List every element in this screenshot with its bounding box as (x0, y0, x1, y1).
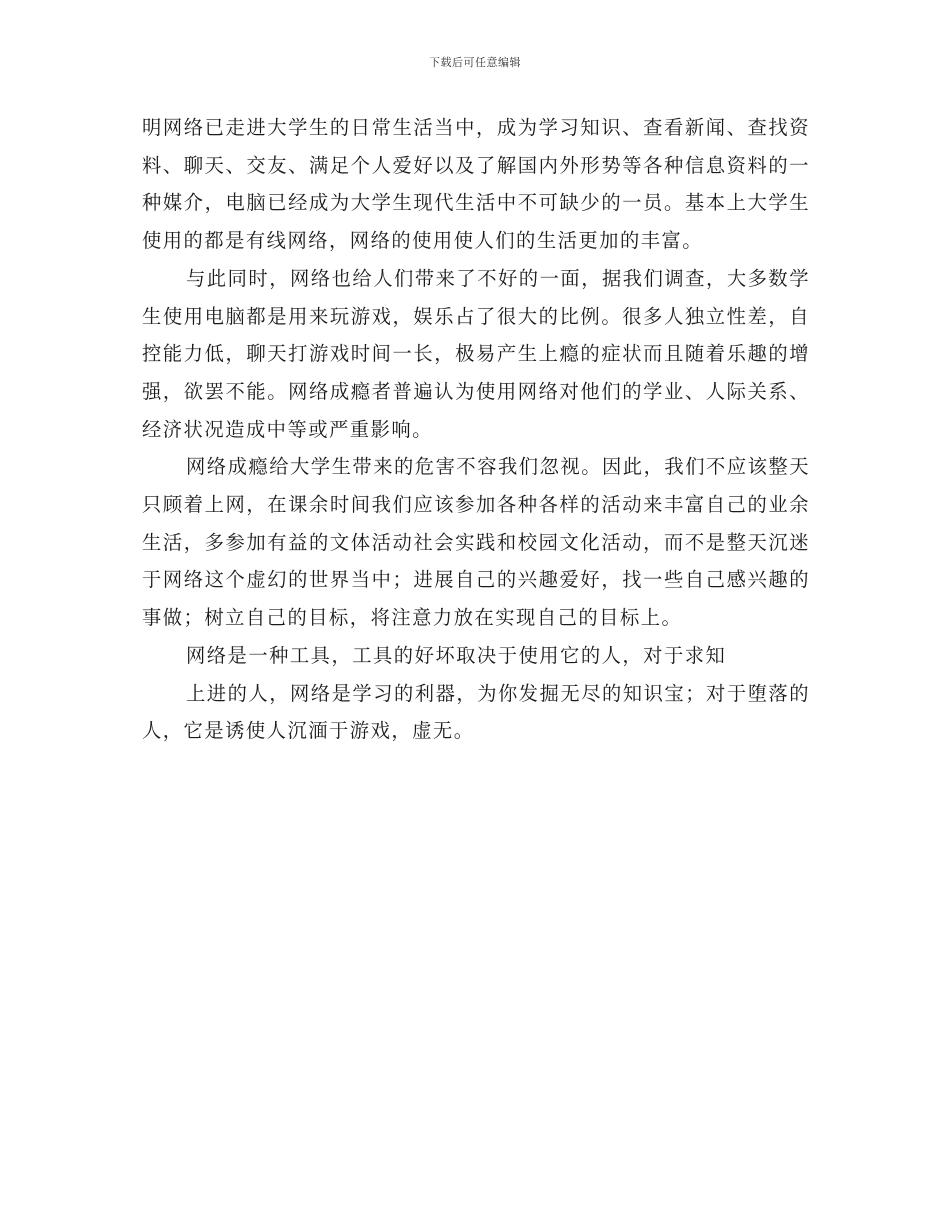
paragraph-continuation: 明网络已走进大学生的日常生活当中，成为学习知识、查看新闻、查找资料、聊天、交友、满足个人爱好以及了解国内外形势等各种信息资料的一种媒介，电脑已经成为大学生现代生活中不可缺少的一员。基本上大学生使用的都是有线网络，网络的使用使人们的生活更加的丰富。 (142, 116, 810, 253)
paragraph-network-tool: 网络是一种工具，工具的好坏取决于使用它的人，对于求知 (186, 643, 727, 667)
page-header: 下载后可任意编辑 (429, 56, 521, 69)
document-body (142, 109, 810, 750)
paragraph-network-downsides: 与此同时，网络也给人们带来了不好的一面，据我们调查，大多数学生使用电脑都是用来玩游戏，娱乐占了很大的比例。很多人独立性差，自控能力低，聊天打游戏时间一长，极易产生上瘾的症状而且随着乐趣的增强，欲罢不能。网络成瘾者普遍认为使用网络对他们的学业、人际关系、经济状况造成中等或严重影响。 (142, 266, 810, 441)
paragraph-addiction-harm: 网络成瘾给大学生带来的危害不容我们忽视。因此，我们不应该整天只顾着上网，在课余时间我们应该参加各种各样的活动来丰富自己的业余生活，多参加有益的文体活动社会实践和校园文化活动，而不是整天沉迷于网络这个虚幻的世界当中；进展自己的兴趣爱好，找一些自己感兴趣的事做；树立自己的目标，将注意力放在实现自己的目标上。 (142, 455, 810, 630)
paragraph-network-tool-continued: 上进的人，网络是学习的利器，为你发掘无尽的知识宝；对于堕落的人，它是诱使人沉湎于游戏，虚无。 (142, 681, 810, 743)
